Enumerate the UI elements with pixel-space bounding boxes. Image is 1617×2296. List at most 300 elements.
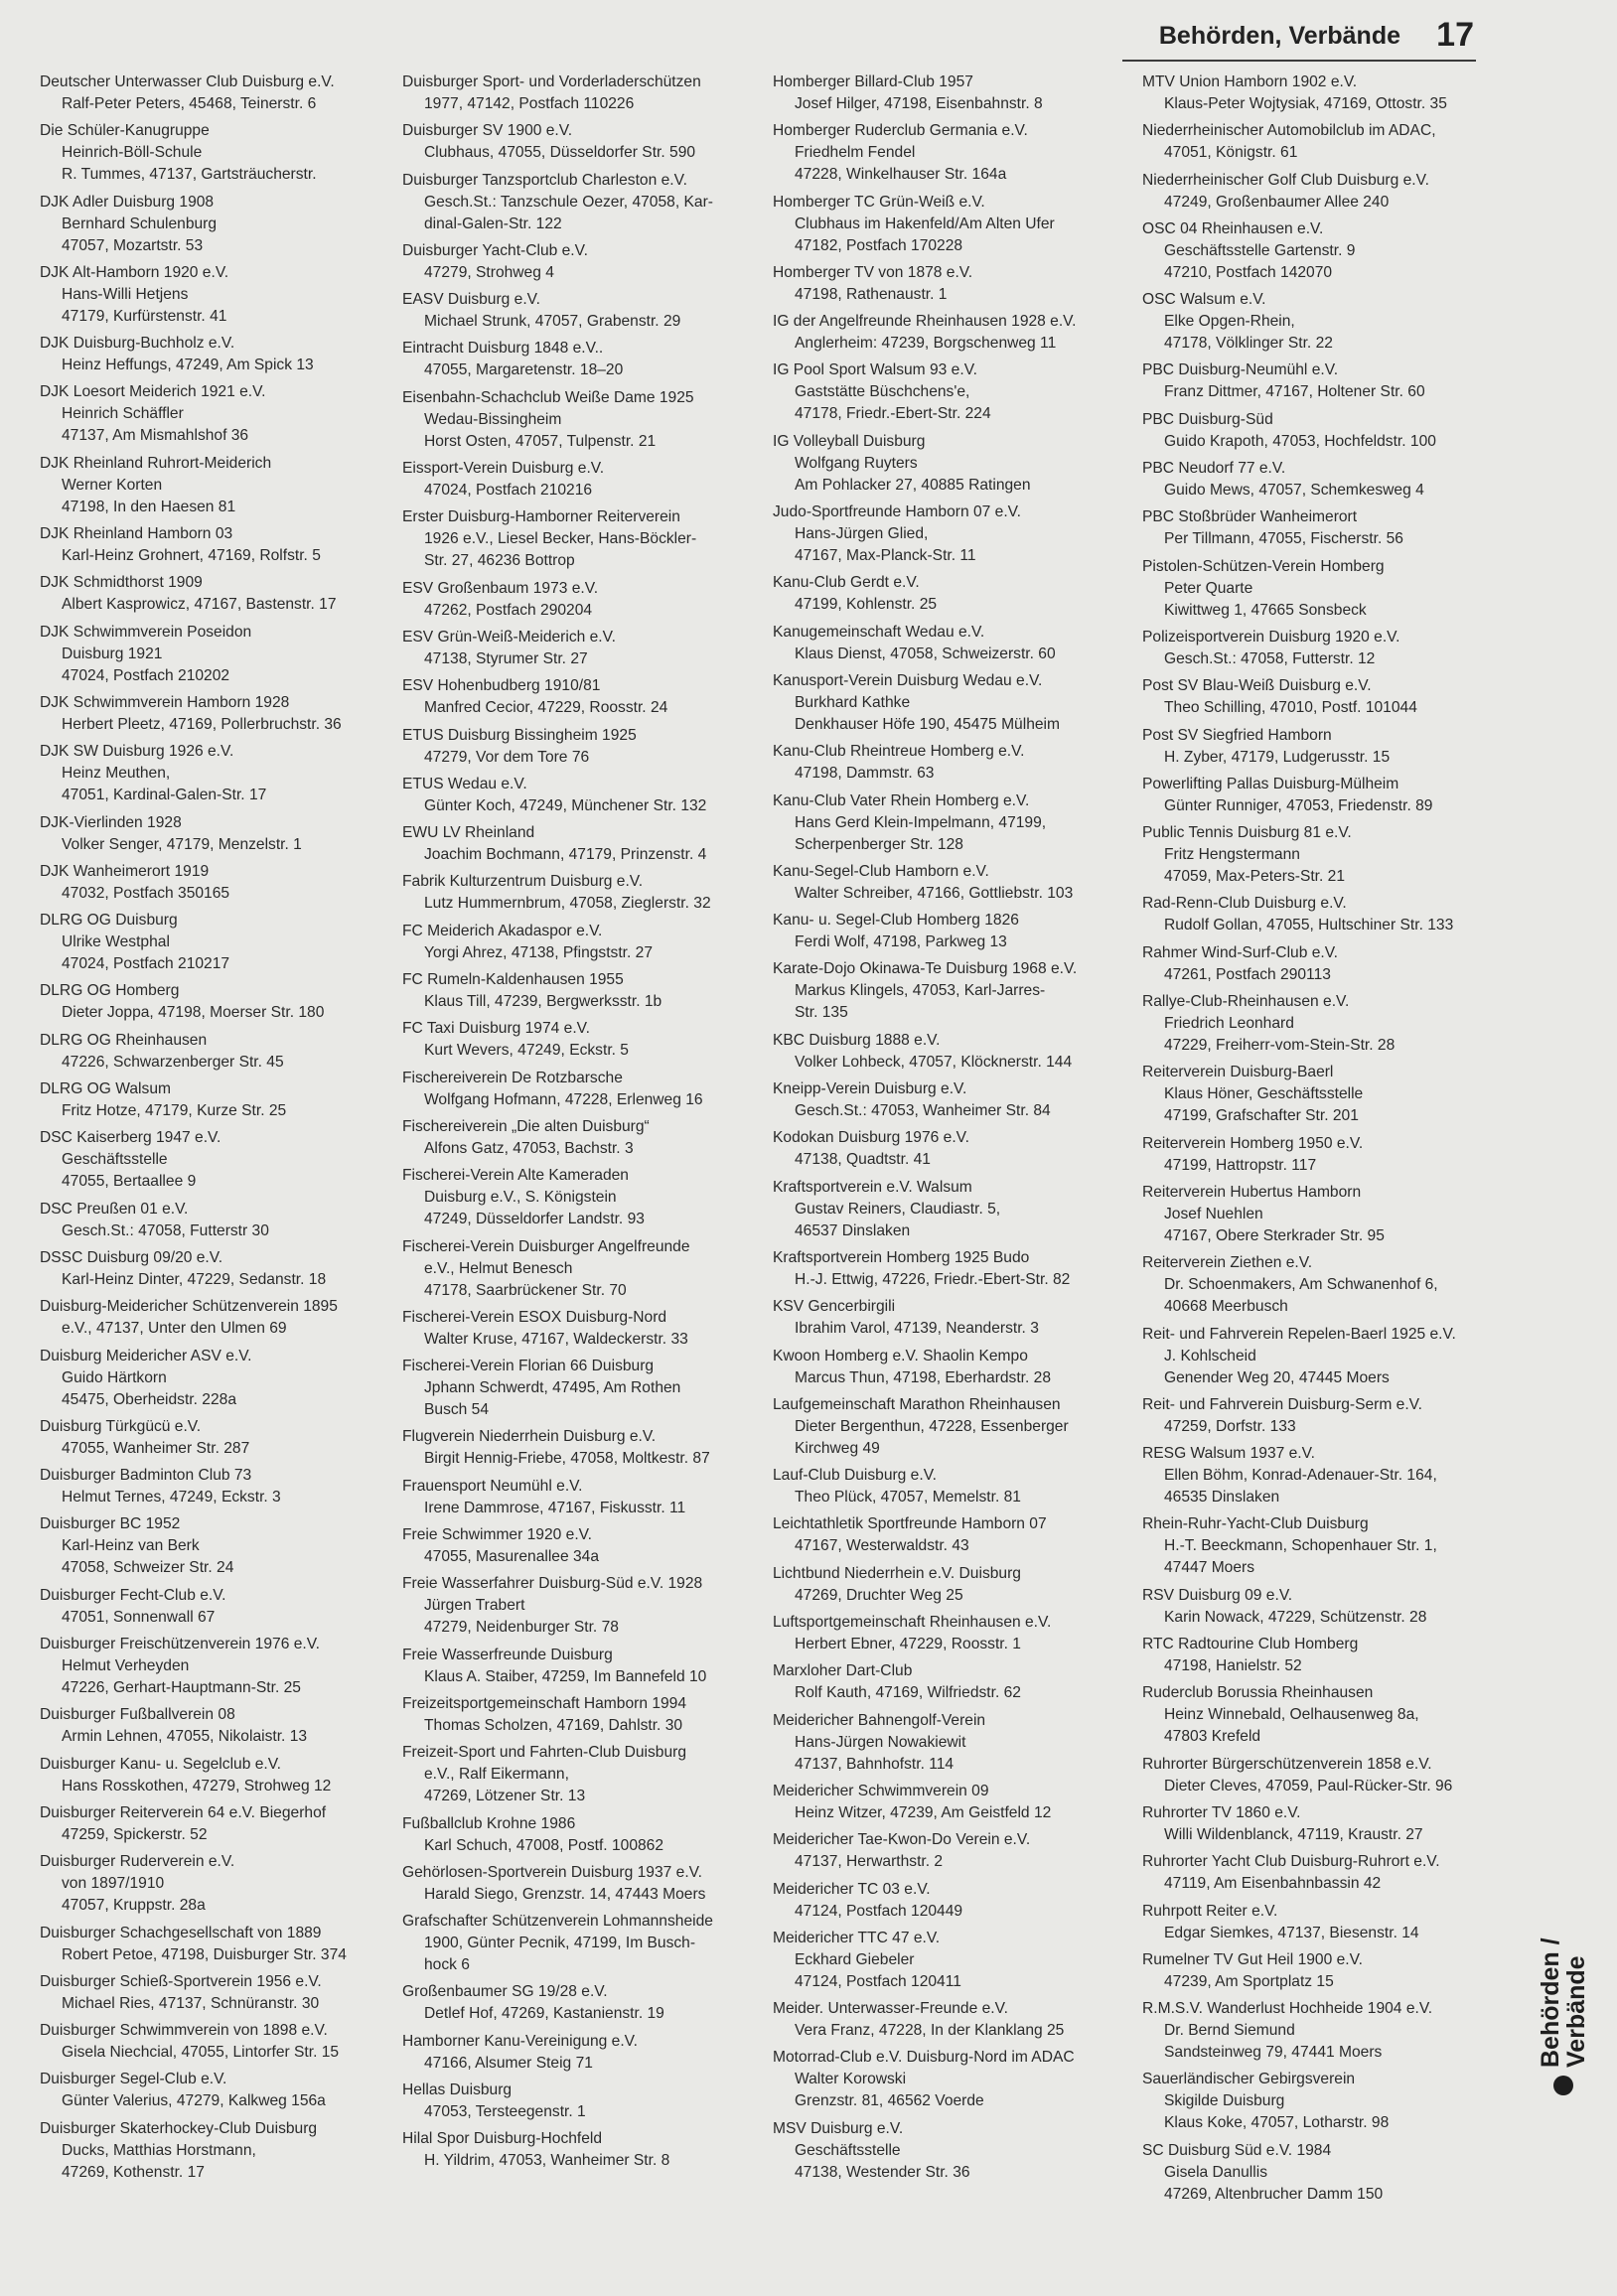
entry-detail-line: Anglerheim: 47239, Borgschenweg 11 [795, 335, 1057, 353]
entry-name: Fabrik Kulturzentrum Duisburg e.V. [402, 873, 644, 891]
entry-detail-line: Fritz Hengstermann [1164, 846, 1300, 864]
entry-detail-line: 47055, Masurenallee 34a [424, 1548, 599, 1566]
entry-name: Freizeitsportgemeinschaft Hamborn 1994 [402, 1694, 687, 1712]
entry-name: Homberger Billard-Club 1957 [773, 73, 973, 90]
entry-name: Marxloher Dart-Club [773, 1662, 913, 1680]
entry-detail-line: H.-J. Ettwig, 47226, Friedr.-Ebert-Str. 82 [795, 1270, 1071, 1288]
entry-detail-line: Klaus Koke, 47057, Lotharstr. 98 [1164, 2114, 1390, 2132]
directory-entry [773, 311, 1125, 355]
entry-name: Duisburger Segel-Club e.V. [40, 2071, 227, 2088]
entry-detail-line: Heinz Witzer, 47239, Am Geistfeld 12 [795, 1803, 1052, 1821]
entry-name: PBC Neudorf 77 e.V. [1142, 460, 1286, 478]
entry-name: IG Volleyball Duisburg [773, 432, 926, 450]
directory-entry [773, 1465, 1125, 1508]
entry-name: Duisburger SV 1900 e.V. [402, 122, 573, 140]
entry-name: Ruhrorter TV 1860 e.V. [1142, 1803, 1301, 1821]
entry-detail-line: Lutz Hummernbrum, 47058, Zieglerstr. 32 [424, 895, 711, 913]
directory-entry [773, 431, 1125, 497]
entry-name: Rad-Renn-Club Duisburg e.V. [1142, 895, 1347, 913]
directory-entry [40, 1465, 392, 1508]
entry-detail-line: Ulrike Westphal [62, 933, 170, 951]
directory-entry [402, 871, 755, 915]
entry-detail-line: Clubhaus im Hakenfeld/Am Alten Ufer [795, 215, 1055, 232]
entry-detail-line: Str. 135 [795, 1004, 848, 1022]
entry-detail-line: Günter Koch, 47249, Münchener Str. 132 [424, 796, 707, 814]
page-number: 17 [1436, 16, 1474, 54]
entry-detail-line: 47032, Postfach 350165 [62, 884, 230, 902]
entry-detail-line: Markus Klingels, 47053, Karl-Jarres- [795, 982, 1046, 1000]
entry-name: Homberger Ruderclub Germania e.V. [773, 122, 1028, 140]
entry-detail-line: H. Zyber, 47179, Ludgerusstr. 15 [1164, 748, 1391, 766]
directory-entry [1142, 2140, 1495, 2206]
directory-entry [40, 812, 392, 856]
entry-detail-line: 47137, Bahnhofstr. 114 [795, 1755, 955, 1773]
entry-name: Gehörlosen-Sportverein Duisburg 1937 e.V. [402, 1863, 702, 1881]
entry-detail-line: Günter Runniger, 47053, Friedenstr. 89 [1164, 796, 1433, 814]
entry-detail-line: 47024, Postfach 210202 [62, 666, 230, 684]
entry-detail-line: Harald Siego, Grenzstr. 14, 47443 Moers [424, 1885, 706, 1903]
entry-name: Reiterverein Hubertus Hamborn [1142, 1183, 1362, 1201]
directory-entry [402, 240, 755, 284]
directory-entry [1142, 1513, 1495, 1579]
entry-name: Kanu-Club Gerdt e.V. [773, 574, 920, 592]
entry-name: Rahmer Wind-Surf-Club e.V. [1142, 943, 1339, 961]
entry-name: DSC Kaiserberg 1947 e.V. [40, 1129, 221, 1147]
entry-detail-line: H.-T. Beeckmann, Schopenhauer Str. 1, [1164, 1537, 1437, 1555]
directory-entry [1142, 1443, 1495, 1508]
entry-name: Fischereiverein De Rotzbarsche [402, 1069, 623, 1086]
entry-detail-line: Dieter Cleves, 47059, Paul-Rücker-Str. 96 [1164, 1777, 1453, 1794]
directory-entry [773, 1346, 1125, 1389]
entry-name: Freie Wasserfahrer Duisburg-Süd e.V. 1928 [402, 1575, 703, 1593]
entry-detail-line: 47199, Kohlenstr. 25 [795, 596, 938, 614]
entry-detail-line: 47198, Hanielstr. 52 [1164, 1657, 1302, 1675]
entry-detail-line: Michael Ries, 47137, Schnüranstr. 30 [62, 1994, 320, 2012]
entry-detail-line: Birgit Hennig-Friebe, 47058, Moltkestr. 87 [424, 1450, 710, 1468]
entry-name: Freie Wasserfreunde Duisburg [402, 1646, 613, 1663]
entry-name: Grafschafter Schützenverein Lohmannsheide [402, 1913, 713, 1931]
entry-detail-line: dinal-Galen-Str. 122 [424, 215, 562, 232]
entry-detail-line: Kurt Wevers, 47249, Eckstr. 5 [424, 1042, 629, 1060]
entry-detail-line: 47138, Styrumer Str. 27 [424, 649, 588, 667]
directory-entry [40, 1127, 392, 1193]
entry-name: Rallye-Club-Rheinhausen e.V. [1142, 993, 1350, 1011]
entry-name: Kanu-Segel-Club Hamborn e.V. [773, 862, 989, 880]
entry-name: DJK SW Duisburg 1926 e.V. [40, 743, 234, 761]
entry-detail-line: Klaus Dienst, 47058, Schweizerstr. 60 [795, 645, 1056, 662]
directory-entry [402, 72, 755, 115]
directory-entry [1142, 1901, 1495, 1944]
directory-entry [40, 381, 392, 447]
directory-entry [773, 572, 1125, 616]
entry-detail-line: Marcus Thun, 47198, Eberhardstr. 28 [795, 1368, 1052, 1386]
entry-detail-line: Friedhelm Fendel [795, 144, 916, 162]
entry-name: Duisburger Badminton Club 73 [40, 1467, 252, 1485]
entry-detail-line: 47055, Wanheimer Str. 287 [62, 1439, 250, 1457]
entry-name: Kanu- u. Segel-Club Homberg 1826 [773, 912, 1019, 930]
directory-entry [773, 790, 1125, 856]
entry-name: Fischerei-Verein Duisburger Angelfreunde [402, 1237, 690, 1255]
directory-entry [773, 1247, 1125, 1291]
entry-name: Niederrheinischer Golf Club Duisburg e.V. [1142, 171, 1429, 189]
entry-detail-line: Ducks, Matthias Horstmann, [62, 2141, 256, 2159]
directory-entry [40, 2069, 392, 2112]
entry-detail-line: Duisburg 1921 [62, 645, 163, 662]
directory-entry [40, 1704, 392, 1748]
directory-entry [773, 1513, 1125, 1557]
entry-detail-line: 47138, Westender Str. 36 [795, 2163, 970, 2181]
entry-detail-line: Ralf-Peter Peters, 45468, Teinerstr. 6 [62, 95, 317, 112]
entry-detail-line: Michael Strunk, 47057, Grabenstr. 29 [424, 313, 681, 331]
entry-detail-line: Armin Lehnen, 47055, Nikolaistr. 13 [62, 1728, 308, 1746]
directory-entry [402, 1018, 755, 1062]
entry-detail-line: 47261, Postfach 290113 [1164, 965, 1331, 983]
page-header [1122, 18, 1476, 62]
entry-detail-line: Guido Mews, 47057, Schemkesweg 4 [1164, 482, 1424, 500]
entry-name: Rhein-Ruhr-Yacht-Club Duisburg [1142, 1515, 1369, 1533]
entry-name: Meider. Unterwasser-Freunde e.V. [773, 2000, 1008, 2018]
directory-entry [402, 1307, 755, 1351]
directory-entry [1142, 218, 1495, 284]
section-title: Behörden, Verbände [1158, 22, 1400, 50]
entry-detail-line: Ellen Böhm, Konrad-Adenauer-Str. 164, [1164, 1467, 1437, 1485]
entry-detail-line: Gisela Niechcial, 47055, Lintorfer Str. 15 [62, 2044, 340, 2062]
directory-entry [40, 523, 392, 567]
entry-name: ESV Hohenbudberg 1910/81 [402, 677, 601, 695]
entry-name: Polizeisportverein Duisburg 1920 e.V. [1142, 628, 1400, 646]
directory-entry [773, 1781, 1125, 1824]
entry-name: Reiterverein Duisburg-Baerl [1142, 1064, 1334, 1081]
directory-entry [402, 2031, 755, 2075]
entry-detail-line: 47051, Kardinal-Galen-Str. 17 [62, 787, 267, 804]
entry-name: DJK Schwimmverein Hamborn 1928 [40, 693, 290, 711]
entry-name: DSSC Duisburg 09/20 e.V. [40, 1248, 223, 1266]
entry-detail-line: hock 6 [424, 1956, 470, 1974]
entry-name: Homberger TC Grün-Weiß e.V. [773, 193, 985, 211]
directory-entry [1142, 409, 1495, 453]
entry-detail-line: 47178, Völklinger Str. 22 [1164, 335, 1333, 353]
entry-name: OSC 04 Rheinhausen e.V. [1142, 219, 1324, 237]
directory-entry [1142, 822, 1495, 888]
entry-detail-line: Horst Osten, 47057, Tulpenstr. 21 [424, 432, 657, 450]
entry-name: Niederrheinischer Automobilclub im ADAC, [1142, 122, 1436, 140]
directory-entry [1142, 675, 1495, 719]
directory-entry [40, 333, 392, 376]
entry-detail-line: Gesch.St.: 47058, Futterstr 30 [62, 1221, 269, 1239]
directory-entry [40, 980, 392, 1024]
directory-entry [773, 1928, 1125, 1993]
directory-entry [402, 921, 755, 964]
directory-entry [773, 861, 1125, 905]
entry-detail-line: Wolfgang Ruyters [795, 454, 918, 472]
directory-entry [1142, 120, 1495, 164]
directory-entry [402, 170, 755, 235]
directory-entry [773, 1998, 1125, 2042]
directory-entry [773, 262, 1125, 306]
entry-detail-line: Kirchweg 49 [795, 1439, 880, 1457]
entry-detail-line: Karin Nowack, 47229, Schützenstr. 28 [1164, 1608, 1427, 1626]
directory-entry [402, 458, 755, 502]
entry-detail-line: 47137, Am Mismahlshof 36 [62, 427, 249, 445]
entry-detail-line: Klaus-Peter Wojtysiak, 47169, Ottostr. 35 [1164, 95, 1447, 112]
directory-entry [773, 1710, 1125, 1776]
entry-detail-line: 47059, Max-Peters-Str. 21 [1164, 868, 1346, 886]
entry-detail-line: Manfred Cecior, 47229, Roosstr. 24 [424, 699, 668, 717]
directory-entry [40, 1513, 392, 1579]
entry-name: Duisburger Skaterhockey-Club Duisburg [40, 2119, 318, 2137]
entry-detail-line: 47051, Königstr. 61 [1164, 144, 1298, 162]
entry-detail-line: 47262, Postfach 290204 [424, 601, 593, 619]
entry-detail-line: 47447 Moers [1164, 1559, 1255, 1577]
entry-detail-line: Helmut Ternes, 47249, Eckstr. 3 [62, 1489, 281, 1507]
directory-entry [773, 502, 1125, 567]
entry-detail-line: Per Tillmann, 47055, Fischerstr. 56 [1164, 530, 1403, 548]
entry-detail-line: Gesch.St.: 47058, Futterstr. 12 [1164, 649, 1376, 667]
entry-detail-line: Vera Franz, 47228, In der Klanklang 25 [795, 2022, 1065, 2040]
entry-name: DLRG OG Rheinhausen [40, 1031, 208, 1049]
entry-name: ETUS Duisburg Bissingheim 1925 [402, 726, 637, 744]
entry-detail-line: Herbert Ebner, 47229, Roosstr. 1 [795, 1636, 1021, 1653]
entry-detail-line: Josef Hilger, 47198, Eisenbahnstr. 8 [795, 95, 1043, 112]
directory-entry [40, 622, 392, 687]
entry-name: DJK-Vierlinden 1928 [40, 813, 182, 831]
directory-entry [773, 1394, 1125, 1460]
entry-detail-line: Theo Schilling, 47010, Postf. 101044 [1164, 699, 1417, 717]
entry-name: Kanu-Club Vater Rhein Homberg e.V. [773, 791, 1030, 809]
entry-name: Eintracht Duisburg 1848 e.V.. [402, 340, 604, 358]
directory-entry [402, 1645, 755, 1688]
directory-entry [40, 1247, 392, 1291]
entry-name: Kwoon Homberg e.V. Shaolin Kempo [773, 1347, 1028, 1364]
entry-detail-line: Herbert Pleetz, 47169, Pollerbruchstr. 36 [62, 715, 342, 733]
entry-detail-line: 47055, Bertaallee 9 [62, 1173, 197, 1191]
entry-detail-line: Geschäftsstelle [795, 2141, 901, 2159]
directory-column-3 [773, 72, 1125, 2189]
directory-entry [40, 1802, 392, 1846]
directory-entry [402, 1426, 755, 1470]
entry-detail-line: 47269, Kothenstr. 17 [62, 2163, 205, 2181]
entry-detail-line: Peter Quarte [1164, 579, 1253, 597]
entry-detail-line: 47269, Lötzener Str. 13 [424, 1788, 586, 1805]
directory-entry [1142, 893, 1495, 936]
entry-detail-line: Heinz Winnebald, Oelhausenweg 8a, [1164, 1706, 1419, 1724]
entry-name: IG der Angelfreunde Rheinhausen 1928 e.V. [773, 313, 1077, 331]
entry-detail-line: 1900, Günter Pecnik, 47199, Im Busch- [424, 1935, 696, 1952]
entry-name: Fischereiverein „Die alten Duisburg“ [402, 1117, 650, 1135]
entry-name: Post SV Blau-Weiß Duisburg e.V. [1142, 677, 1372, 695]
directory-entry [402, 289, 755, 333]
entry-name: Lauf-Club Duisburg e.V. [773, 1467, 937, 1485]
entry-name: DJK Rheinland Ruhrort-Meiderich [40, 454, 272, 472]
entry-detail-line: 47249, Düsseldorfer Landstr. 93 [424, 1211, 645, 1228]
entry-name: Erster Duisburg-Hamborner Reiterverein [402, 508, 680, 526]
entry-name: Karate-Dojo Okinawa-Te Duisburg 1968 e.V. [773, 960, 1078, 978]
entry-name: Motorrad-Club e.V. Duisburg-Nord im ADAC [773, 2049, 1075, 2067]
directory-entry [402, 969, 755, 1013]
directory-entry [1142, 1062, 1495, 1127]
entry-name: Rumelner TV Gut Heil 1900 e.V. [1142, 1950, 1363, 1968]
directory-entry [1142, 1949, 1495, 1993]
entry-name: KSV Gencerbirgili [773, 1298, 896, 1316]
entry-name: Pistolen-Schützen-Verein Homberg [1142, 557, 1385, 575]
entry-detail-line: 47249, Großenbaumer Allee 240 [1164, 193, 1390, 211]
entry-detail-line: Duisburg e.V., S. Königstein [424, 1189, 617, 1207]
entry-detail-line: 47198, Rathenaustr. 1 [795, 285, 948, 303]
entry-name: Eisenbahn-Schachclub Weiße Dame 1925 [402, 388, 694, 406]
directory-entry [1142, 2069, 1495, 2134]
entry-name: DJK Loesort Meiderich 1921 e.V. [40, 383, 266, 401]
entry-name: MSV Duisburg e.V. [773, 2119, 904, 2137]
entry-detail-line: 47024, Postfach 210217 [62, 955, 230, 973]
entry-name: ETUS Wedau e.V. [402, 775, 527, 792]
entry-name: Duisburger BC 1952 [40, 1515, 181, 1533]
entry-detail-line: 47803 Krefeld [1164, 1728, 1261, 1746]
directory-entry [773, 72, 1125, 115]
entry-detail-line: Dieter Bergenthun, 47228, Essenberger [795, 1417, 1069, 1435]
directory-entry [40, 1078, 392, 1122]
directory-entry [402, 506, 755, 572]
entry-name: Duisburger Ruderverein e.V. [40, 1853, 235, 1871]
directory-column-2 [402, 72, 755, 2178]
entry-detail-line: Wedau-Bissingheim [424, 410, 562, 428]
entry-detail-line: Gustav Reiners, Claudiastr. 5, [795, 1200, 1001, 1218]
directory-entry [402, 1573, 755, 1639]
entry-detail-line: 47199, Hattropstr. 117 [1164, 1156, 1317, 1174]
directory-entry [402, 1476, 755, 1519]
entry-detail-line: 47137, Herwarthstr. 2 [795, 1853, 944, 1871]
directory-entry [1142, 1998, 1495, 2064]
entry-name: PBC Duisburg-Süd [1142, 410, 1273, 428]
entry-name: Laufgemeinschaft Marathon Rheinhausen [773, 1395, 1061, 1413]
directory-entry [402, 387, 755, 453]
entry-name: Post SV Siegfried Hamborn [1142, 726, 1332, 744]
entry-name: Fischerei-Verein Alte Kameraden [402, 1167, 629, 1185]
entry-name: Großenbaumer SG 19/28 e.V. [402, 1983, 608, 2001]
directory-entry [402, 774, 755, 817]
directory-entry [773, 958, 1125, 1024]
entry-detail-line: Volker Lohbeck, 47057, Klöcknerstr. 144 [795, 1053, 1073, 1071]
entry-detail-line: Ferdi Wolf, 47198, Parkweg 13 [795, 933, 1007, 951]
entry-detail-line: Alfons Gatz, 47053, Bachstr. 3 [424, 1139, 634, 1157]
directory-entry [773, 2047, 1125, 2112]
entry-detail-line: 47226, Schwarzenberger Str. 45 [62, 1053, 284, 1071]
entry-name: EWU LV Rheinland [402, 824, 535, 842]
entry-detail-line: Robert Petoe, 47198, Duisburger Str. 374 [62, 1945, 347, 1963]
entry-detail-line: 47057, Mozartstr. 53 [62, 236, 204, 254]
directory-entry [1142, 1634, 1495, 1677]
entry-detail-line: e.V., Helmut Benesch [424, 1259, 573, 1277]
entry-name: Meidericher TTC 47 e.V. [773, 1929, 941, 1946]
entry-detail-line: Yorgi Ahrez, 47138, Pfingststr. 27 [424, 943, 654, 961]
directory-entry [40, 1585, 392, 1629]
entry-detail-line: Franz Dittmer, 47167, Holtener Str. 60 [1164, 383, 1425, 401]
entry-detail-line: 47178, Saarbrückener Str. 70 [424, 1281, 627, 1299]
entry-detail-line: Heinrich-Böll-Schule [62, 144, 203, 162]
entry-detail-line: Gaststätte Büschchens'e, [795, 383, 970, 401]
directory-entry [1142, 725, 1495, 769]
entry-detail-line: 47269, Druchter Weg 25 [795, 1586, 963, 1604]
entry-detail-line: 47024, Postfach 210216 [424, 482, 593, 500]
entry-detail-line: Skigilde Duisburg [1164, 2092, 1285, 2110]
entry-detail-line: Bernhard Schulenburg [62, 215, 218, 232]
entry-detail-line: 47226, Gerhart-Hauptmann-Str. 25 [62, 1679, 301, 1697]
directory-entry [773, 910, 1125, 953]
directory-entry [773, 1030, 1125, 1074]
entry-name: Kraftsportverein Homberg 1925 Budo [773, 1248, 1030, 1266]
entry-detail-line: 47124, Postfach 120411 [795, 1972, 961, 1990]
directory-entry [1142, 1182, 1495, 1247]
entry-detail-line: Irene Dammrose, 47167, Fiskusstr. 11 [424, 1499, 686, 1516]
entry-name: RESG Walsum 1937 e.V. [1142, 1445, 1315, 1463]
entry-name: Powerlifting Pallas Duisburg-Mülheim [1142, 775, 1399, 792]
directory-column-1 [40, 72, 392, 2189]
directory-entry [402, 2080, 755, 2123]
entry-detail-line: 47239, Am Sportplatz 15 [1164, 1972, 1334, 1990]
entry-detail-line: Gesch.St.: 47053, Wanheimer Str. 84 [795, 1102, 1051, 1120]
entry-detail-line: Walter Kruse, 47167, Waldeckerstr. 33 [424, 1330, 688, 1348]
directory-entry [773, 1296, 1125, 1340]
directory-entry [773, 1829, 1125, 1873]
directory-entry [402, 1981, 755, 2025]
entry-name: Kanu-Club Rheintreue Homberg e.V. [773, 743, 1025, 761]
entry-detail-line: 47166, Alsumer Steig 71 [424, 2054, 593, 2072]
entry-name: PBC Duisburg-Neumühl e.V. [1142, 361, 1339, 379]
entry-name: Fußballclub Krohne 1986 [402, 1814, 576, 1832]
entry-name: Duisburger Fecht-Club e.V. [40, 1586, 226, 1604]
directory-entry [40, 692, 392, 736]
entry-detail-line: 46535 Dinslaken [1164, 1489, 1280, 1507]
entry-name: Kneipp-Verein Duisburg e.V. [773, 1080, 967, 1098]
entry-name: Meidericher Bahnengolf-Verein [773, 1711, 986, 1729]
directory-entry [40, 1851, 392, 1917]
entry-detail-line: Hans-Willi Hetjens [62, 285, 189, 303]
directory-entry [1142, 1133, 1495, 1177]
entry-detail-line: 47279, Vor dem Tore 76 [424, 748, 590, 766]
entry-name: Hilal Spor Duisburg-Hochfeld [402, 2130, 603, 2148]
entry-name: Flugverein Niederrhein Duisburg e.V. [402, 1428, 657, 1446]
entry-detail-line: 47167, Westerwaldstr. 43 [795, 1537, 969, 1555]
entry-name: Duisburger Freischützenverein 1976 e.V. [40, 1636, 321, 1653]
directory-entry [402, 675, 755, 719]
entry-detail-line: Guido Härtkorn [62, 1368, 167, 1386]
directory-entry [773, 670, 1125, 736]
entry-detail-line: Jphann Schwerdt, 47495, Am Rothen [424, 1379, 681, 1397]
entry-detail-line: Am Pohlacker 27, 40885 Ratingen [795, 476, 1031, 494]
directory-entry [1142, 170, 1495, 214]
entry-detail-line: Dr. Schoenmakers, Am Schwanenhof 6, [1164, 1276, 1438, 1294]
entry-name: Reiterverein Homberg 1950 e.V. [1142, 1134, 1364, 1152]
directory-entry [402, 1068, 755, 1111]
entry-name: Kanusport-Verein Duisburg Wedau e.V. [773, 671, 1043, 689]
directory-entry [40, 1199, 392, 1242]
entry-detail-line: 47058, Schweizer Str. 24 [62, 1559, 234, 1577]
directory-entry [40, 1416, 392, 1460]
entry-detail-line: 47279, Neidenburger Str. 78 [424, 1619, 619, 1637]
directory-entry [40, 2118, 392, 2184]
entry-detail-line: 47228, Winkelhauser Str. 164a [795, 166, 1007, 184]
entry-detail-line: Fritz Hotze, 47179, Kurze Str. 25 [62, 1102, 287, 1120]
directory-entry [402, 1742, 755, 1807]
entry-name: Freie Schwimmer 1920 e.V. [402, 1526, 592, 1544]
directory-entry [773, 622, 1125, 665]
directory-entry [773, 192, 1125, 257]
entry-detail-line: 47210, Postfach 142070 [1164, 263, 1333, 281]
entry-detail-line: 1977, 47142, Postfach 110226 [424, 95, 635, 112]
directory-column-4 [1142, 72, 1495, 2211]
entry-detail-line: Gesch.St.: Tanzschule Oezer, 47058, Kar- [424, 193, 713, 211]
entry-detail-line: von 1897/1910 [62, 1875, 165, 1893]
bullet-dot-icon [1553, 2076, 1573, 2095]
